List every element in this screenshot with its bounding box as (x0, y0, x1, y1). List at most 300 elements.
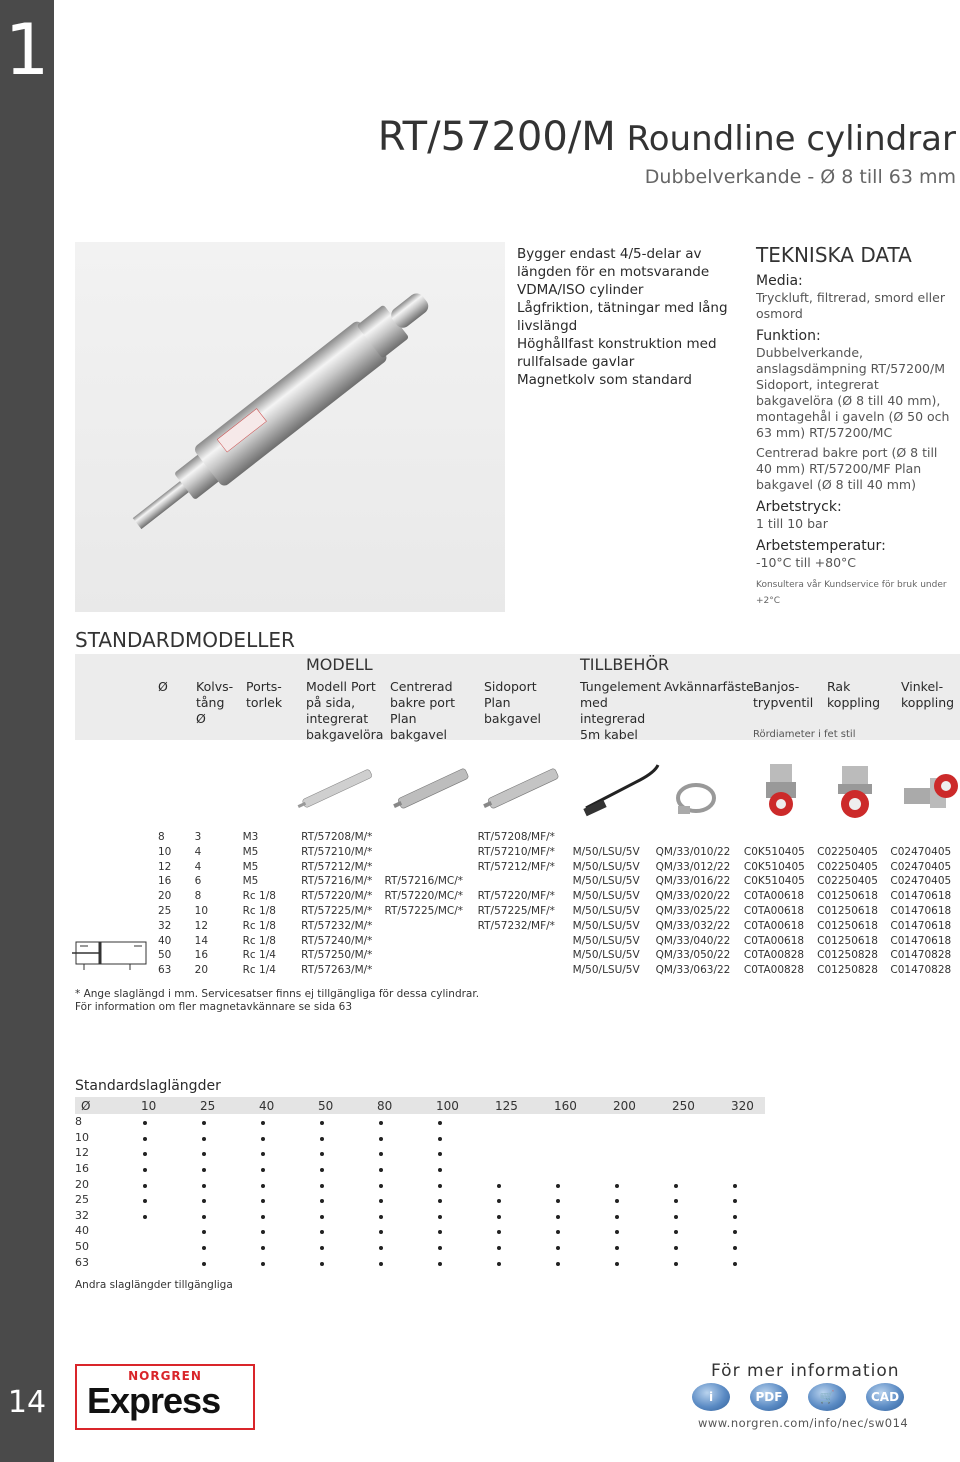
stroke-row (75, 1208, 790, 1224)
availability-dot (438, 1152, 442, 1156)
availability-dot (320, 1230, 324, 1234)
availability-dot (556, 1184, 560, 1188)
availability-dot (202, 1246, 206, 1250)
table-cell: M/50/LSU/5V (572, 964, 640, 977)
temperature-label: Arbetstemperatur: (756, 538, 886, 554)
stroke-length-header: 25 (200, 1098, 216, 1113)
availability-dot (615, 1230, 619, 1234)
standard-models-table (158, 830, 960, 978)
table-cell (573, 830, 656, 845)
availability-dot (202, 1262, 206, 1266)
cad-icon[interactable]: CAD (866, 1383, 904, 1411)
media-label: Media: (756, 273, 803, 289)
stroke-cell (672, 1161, 731, 1177)
stroke-dia: 16 (75, 1162, 89, 1176)
availability-dot (320, 1137, 324, 1141)
table-cell: C01250618 (817, 890, 878, 903)
table-cell (478, 874, 573, 889)
availability-dot (379, 1168, 383, 1172)
table-cell: M/50/LSU/5V (572, 904, 640, 917)
table-cell: RT/57225/MC/* (384, 904, 464, 917)
stroke-cell (731, 1114, 790, 1130)
stroke-length-header: 80 (377, 1098, 393, 1113)
availability-dot (438, 1246, 442, 1250)
stroke-cell (436, 1161, 495, 1177)
table-cell: RT/57220/MF/* (477, 890, 555, 903)
availability-dot (261, 1137, 265, 1141)
col-kolvstang: Kolvs- tång Ø (196, 679, 234, 726)
availability-dot (320, 1152, 324, 1156)
table-cell: QM/33/010/22 (655, 845, 731, 858)
stroke-cell (141, 1208, 200, 1224)
stroke-cell (495, 1130, 554, 1146)
availability-dot (556, 1262, 560, 1266)
stroke-cell (554, 1130, 613, 1146)
stroke-footnote: Andra slaglängder tillgängliga (75, 1279, 233, 1291)
availability-dot (674, 1246, 678, 1250)
table-cell: 14 (194, 934, 209, 947)
table-cell: 20 (158, 890, 172, 903)
pressure-label: Arbetstryck: (756, 499, 842, 515)
footnote-sensors: För information om fler magnetavkännare se sida 63 (75, 1001, 353, 1013)
availability-dot (261, 1184, 265, 1188)
table-cell: C01250828 (817, 964, 878, 977)
availability-dot (674, 1215, 678, 1219)
availability-dot (733, 1262, 737, 1266)
stroke-length-header: 10 (141, 1098, 157, 1113)
availability-dot (438, 1262, 442, 1266)
stroke-row (75, 1130, 790, 1146)
availability-dot (379, 1262, 383, 1266)
stroke-cell (259, 1114, 318, 1130)
availability-dot (674, 1199, 678, 1203)
stroke-cell (259, 1208, 318, 1224)
stroke-cell (731, 1176, 790, 1192)
stroke-cell (436, 1114, 495, 1130)
table-cell: C01470618 (890, 904, 952, 917)
stroke-length-header: 40 (259, 1098, 275, 1113)
table-footnotes (75, 988, 479, 1014)
table-cell: M/50/LSU/5V (572, 919, 640, 932)
availability-dot (733, 1246, 737, 1250)
cart-icon[interactable]: 🛒 (808, 1383, 846, 1411)
col-portstorlek: Ports- torlek (246, 679, 283, 710)
table-cell: RT/57240/M/* (301, 934, 373, 947)
availability-dot (556, 1199, 560, 1203)
stroke-cell (141, 1223, 200, 1239)
stroke-cell (141, 1114, 200, 1130)
stroke-cell (613, 1114, 672, 1130)
stroke-cell (495, 1145, 554, 1161)
col-sidoport: Sidoport Plan bakgavel (484, 679, 541, 726)
table-cell: C01470828 (890, 964, 952, 977)
table-cell: 12 (194, 919, 209, 932)
table-cell: M5 (242, 845, 259, 858)
stroke-cell (495, 1208, 554, 1224)
availability-dot (733, 1215, 737, 1219)
availability-dot (143, 1215, 147, 1219)
table-row (158, 919, 960, 934)
table-cell: C02250405 (817, 875, 878, 888)
table-row (158, 874, 960, 889)
more-info-heading: För mer information (711, 1361, 900, 1381)
bracket-image (672, 778, 722, 818)
table-cell: C01250828 (817, 949, 878, 962)
stroke-dia: 40 (75, 1224, 89, 1238)
availability-dot (438, 1184, 442, 1188)
table-cell: M/50/LSU/5V (572, 934, 640, 947)
table-row (158, 963, 960, 978)
availability-dot (438, 1121, 442, 1125)
page-number: 14 (7, 1385, 47, 1420)
availability-dot (733, 1199, 737, 1203)
pressure-value: 1 till 10 bar (756, 516, 828, 531)
stroke-row (75, 1192, 790, 1208)
table-cell: M/50/LSU/5V (572, 890, 640, 903)
info-url[interactable]: www.norgren.com/info/nec/sw014 (698, 1416, 909, 1430)
availability-dot (320, 1184, 324, 1188)
stroke-cell (318, 1223, 377, 1239)
stroke-cell (731, 1208, 790, 1224)
table-cell: C01250618 (817, 934, 878, 947)
stroke-dia: 63 (75, 1255, 89, 1269)
stroke-cell (436, 1192, 495, 1208)
table-row (158, 860, 960, 875)
table-cell (478, 948, 573, 963)
stroke-cell (377, 1208, 436, 1224)
function-value: Sidoport, integrerat bakgavelöra (Ø 8 till 40 mm), montagehål i gaveln (Ø 50 och 63 mm) RT/57200/MC (756, 377, 950, 440)
stroke-cell (377, 1130, 436, 1146)
availability-dot (202, 1199, 206, 1203)
table-cell: C0K510405 (743, 860, 805, 873)
stroke-lengths-heading: Standardslaglängder (75, 1078, 221, 1094)
availability-dot (261, 1246, 265, 1250)
stroke-cell (731, 1223, 790, 1239)
function-value: Dubbelverkande, anslagsdämpning RT/57200/M (756, 345, 945, 376)
availability-dot (438, 1137, 442, 1141)
availability-dot (202, 1168, 206, 1172)
stroke-cell (495, 1223, 554, 1239)
stroke-cell (318, 1130, 377, 1146)
table-cell: C0TA00618 (743, 890, 805, 903)
table-row (158, 889, 960, 904)
stroke-cell (554, 1223, 613, 1239)
availability-dot (733, 1184, 737, 1188)
stroke-cell (613, 1130, 672, 1146)
availability-dot (733, 1230, 737, 1234)
table-cell: C02250405 (817, 860, 878, 873)
table-cell (384, 919, 477, 934)
table-cell: RT/57225/MF/* (477, 904, 555, 917)
availability-dot (261, 1262, 265, 1266)
pdf-icon[interactable]: PDF (750, 1383, 788, 1411)
chapter-number: 1 (4, 9, 50, 91)
table-cell: M5 (242, 860, 259, 873)
table-cell: M5 (242, 875, 259, 888)
availability-dot (497, 1215, 501, 1219)
availability-dot (379, 1230, 383, 1234)
availability-dot (674, 1262, 678, 1266)
table-row (158, 948, 960, 963)
table-cell: C02470405 (890, 845, 952, 858)
availability-dot (615, 1246, 619, 1250)
norgren-wordmark: NORGREN (128, 1369, 202, 1383)
table-cell: RT/57212/MF/* (477, 860, 555, 873)
availability-dot (379, 1215, 383, 1219)
stroke-cell (200, 1254, 259, 1270)
table-cell: 3 (194, 831, 202, 843)
stroke-dia: 32 (75, 1208, 89, 1222)
stroke-length-header: 160 (554, 1098, 577, 1113)
table-cell: 63 (158, 964, 172, 977)
table-cell: 25 (158, 904, 172, 917)
stroke-cell (672, 1254, 731, 1270)
stroke-cell (141, 1145, 200, 1161)
info-icon[interactable]: i (692, 1383, 730, 1411)
table-cell: Rc 1/8 (242, 904, 276, 917)
stroke-cell (554, 1239, 613, 1255)
availability-dot (379, 1137, 383, 1141)
stroke-dia: 50 (75, 1240, 89, 1254)
availability-dot (202, 1152, 206, 1156)
title-code: RT/57200/M (377, 114, 616, 160)
table-cell: RT/57212/M/* (301, 860, 373, 873)
stroke-cell (318, 1192, 377, 1208)
centrerad-image (388, 758, 478, 818)
availability-dot (261, 1152, 265, 1156)
stroke-cell (554, 1114, 613, 1130)
stroke-cell (259, 1254, 318, 1270)
elbow-fitting-image (900, 764, 960, 820)
table-cell: RT/57232/MF/* (477, 919, 555, 932)
table-cell: M/50/LSU/5V (572, 860, 640, 873)
availability-dot (143, 1137, 147, 1141)
table-cell: QM/33/016/22 (655, 875, 731, 888)
table-cell: C01470618 (890, 919, 952, 932)
col-tungelement: Tungelement med integrerad 5m kabel (580, 679, 662, 742)
availability-dot (497, 1246, 501, 1250)
table-row (158, 904, 960, 919)
availability-dot (202, 1215, 206, 1219)
stroke-cell (672, 1208, 731, 1224)
cylinder-photo (75, 242, 505, 612)
availability-dot (674, 1184, 678, 1188)
table-cell (384, 963, 477, 978)
table-row (158, 845, 960, 860)
stroke-cell (259, 1192, 318, 1208)
availability-dot (320, 1168, 324, 1172)
table-cell: QM/33/040/22 (655, 934, 731, 947)
table-cell: C0TA00828 (743, 949, 805, 962)
stroke-cell (141, 1161, 200, 1177)
table-cell: M/50/LSU/5V (572, 949, 640, 962)
availability-dot (615, 1215, 619, 1219)
stroke-cell (259, 1161, 318, 1177)
function-value: Centrerad bakre port (Ø 8 till 40 mm) RT/57200/MF Plan bakgavel (Ø 8 till 40 mm) (756, 445, 938, 492)
availability-dot (497, 1199, 501, 1203)
table-cell: C02470405 (890, 875, 952, 888)
table-cell: M/50/LSU/5V (572, 875, 640, 888)
stroke-cell (613, 1145, 672, 1161)
col-avkannarfaste: Avkännarfäste (664, 679, 754, 694)
stroke-dia: 12 (75, 1146, 89, 1160)
table-cell (384, 934, 477, 949)
stroke-length-header: 250 (672, 1098, 695, 1113)
stroke-cell (259, 1176, 318, 1192)
stroke-cell (436, 1130, 495, 1146)
sensor-image (580, 760, 660, 820)
stroke-cell (200, 1208, 259, 1224)
availability-dot (143, 1121, 147, 1125)
cylinder-symbol-icon (70, 938, 152, 972)
availability-dot (438, 1199, 442, 1203)
stroke-cell (318, 1254, 377, 1270)
feature-item: Magnetkolv som standard (517, 372, 692, 388)
straight-fitting-image (830, 762, 880, 822)
col-diameter: Ø (158, 679, 168, 694)
availability-dot (379, 1246, 383, 1250)
table-cell: RT/57208/M/* (301, 831, 373, 843)
temperature-note: Konsultera vår Kundservice för bruk under +2°C (756, 580, 947, 606)
availability-dot (379, 1152, 383, 1156)
table-cell: RT/57232/M/* (301, 919, 373, 932)
stroke-cell (672, 1145, 731, 1161)
availability-dot (438, 1230, 442, 1234)
table-row (158, 830, 960, 845)
availability-dot (379, 1199, 383, 1203)
stroke-cell (377, 1145, 436, 1161)
modell-image (292, 758, 382, 818)
table-cell: RT/57225/M/* (301, 904, 373, 917)
stroke-cell (377, 1176, 436, 1192)
stroke-row (75, 1114, 790, 1130)
stroke-length-header: 125 (495, 1098, 518, 1113)
table-cell (384, 830, 477, 845)
availability-dot (674, 1230, 678, 1234)
table-cell: RT/57220/M/* (301, 890, 373, 903)
availability-dot (202, 1121, 206, 1125)
availability-dot (615, 1199, 619, 1203)
col-banjo: Banjos- trypventil (753, 679, 814, 710)
stroke-cell (200, 1176, 259, 1192)
sidoport-image (478, 758, 568, 818)
table-cell: 4 (194, 860, 202, 873)
availability-dot (320, 1246, 324, 1250)
availability-dot (615, 1184, 619, 1188)
table-cell: 20 (194, 964, 209, 977)
feature-item: Bygger endast 4/5-delar av längden för en motsvarande VDMA/ISO cylinder (517, 246, 710, 298)
stroke-cell (495, 1176, 554, 1192)
stroke-dia: 25 (75, 1193, 89, 1207)
chapter-sidebar (0, 0, 54, 1462)
table-cell: Rc 1/4 (242, 964, 276, 977)
table-cell (890, 830, 960, 845)
table-cell: C01470618 (890, 890, 952, 903)
stroke-cell (613, 1176, 672, 1192)
table-cell: QM/33/063/22 (655, 964, 731, 977)
table-cell (478, 963, 573, 978)
table-cell: C0TA00828 (743, 964, 805, 977)
table-cell: Rc 1/8 (242, 919, 276, 932)
stroke-cell (377, 1114, 436, 1130)
stroke-dia-header: Ø (81, 1098, 91, 1113)
stroke-length-header: 50 (318, 1098, 334, 1113)
page-subtitle: Dubbelverkande - Ø 8 till 63 mm (644, 166, 956, 188)
availability-dot (320, 1199, 324, 1203)
table-cell: RT/57263/M/* (301, 964, 373, 977)
banjo-valve-image (756, 760, 806, 822)
stroke-cell (200, 1192, 259, 1208)
table-cell: QM/33/050/22 (655, 949, 731, 962)
table-cell: RT/57210/MF/* (477, 845, 555, 858)
media-value: Tryckluft, filtrerad, smord eller osmord (756, 290, 945, 321)
stroke-cell (141, 1130, 200, 1146)
table-cell (478, 934, 573, 949)
stroke-cell (554, 1208, 613, 1224)
availability-dot (143, 1168, 147, 1172)
availability-dot (379, 1121, 383, 1125)
table-cell: 10 (158, 845, 172, 858)
availability-dot (438, 1168, 442, 1172)
table-cell: QM/33/025/22 (655, 904, 731, 917)
availability-dot (497, 1184, 501, 1188)
availability-dot (143, 1184, 147, 1188)
availability-dot (143, 1199, 147, 1203)
norgren-express-logo (75, 1364, 255, 1430)
stroke-length-header: 100 (436, 1098, 459, 1113)
table-cell: 10 (194, 904, 209, 917)
stroke-row (75, 1254, 790, 1270)
feature-item: Höghållfast konstruktion med rullfalsade gavlar (517, 336, 717, 370)
stroke-cell (613, 1161, 672, 1177)
stroke-cell (436, 1145, 495, 1161)
table-cell: 50 (158, 949, 172, 962)
stroke-cell (731, 1192, 790, 1208)
title-name: Roundline cylindrar (615, 119, 956, 159)
stroke-cell (672, 1223, 731, 1239)
feature-item: Lågfriktion, tätningar med lång livslängd (517, 300, 728, 334)
table-cell: C0K510405 (743, 845, 805, 858)
table-cell: C01250618 (817, 904, 878, 917)
stroke-cell (613, 1208, 672, 1224)
table-cell (384, 845, 477, 860)
stroke-cell (259, 1145, 318, 1161)
table-cell: C0K510405 (743, 875, 805, 888)
table-cell: Rc 1/4 (242, 949, 276, 962)
stroke-cell (318, 1145, 377, 1161)
stroke-cell (141, 1239, 200, 1255)
table-cell (384, 948, 477, 963)
stroke-cell (554, 1254, 613, 1270)
footnote-stroke: * Ange slaglängd i mm. Servicesatser finns ej tillgängliga för dessa cylindrar. (75, 988, 480, 1000)
table-cell: RT/57216/MC/* (384, 875, 464, 888)
stroke-cell (672, 1114, 731, 1130)
stroke-row (75, 1161, 790, 1177)
table-cell: 16 (194, 949, 209, 962)
table-cell (384, 860, 477, 875)
temperature-value: -10°C till +80°C (756, 555, 857, 570)
stroke-cell (731, 1254, 790, 1270)
availability-dot (261, 1168, 265, 1172)
cylinder-body (193, 319, 389, 488)
table-cell: C01250618 (817, 919, 878, 932)
stroke-cell (200, 1130, 259, 1146)
technical-data (756, 244, 956, 609)
table-cell: QM/33/020/22 (655, 890, 731, 903)
col-vinkel: Vinkel- koppling (901, 679, 955, 710)
stroke-cell (200, 1114, 259, 1130)
stroke-cell (141, 1192, 200, 1208)
